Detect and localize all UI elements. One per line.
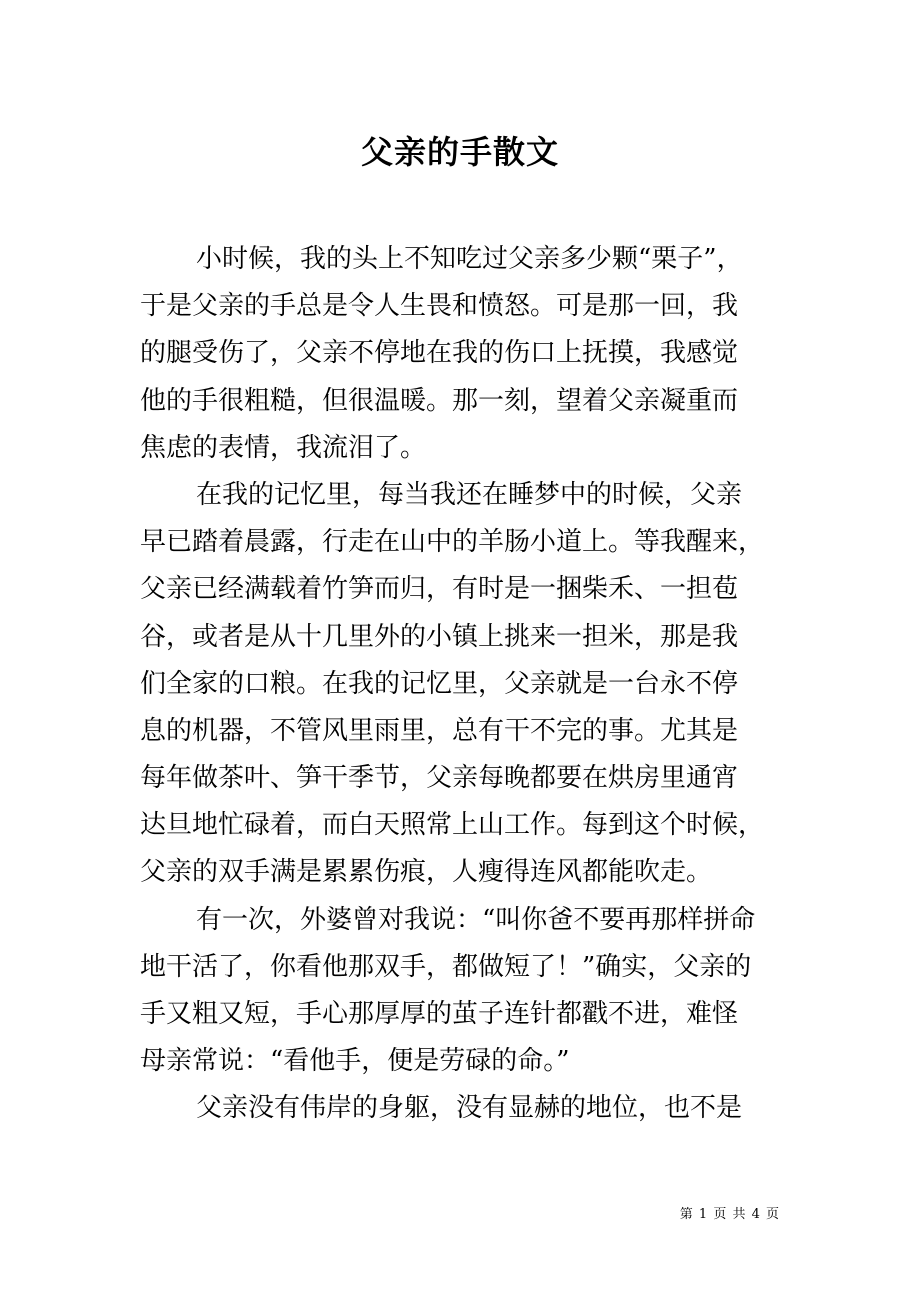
document-title: 父亲的手散文 — [360, 133, 559, 171]
text-line: 谷，或者是从十几里外的小镇上挑来一担米，那是我 — [140, 621, 739, 652]
text-line: 在我的记忆里，每当我还在睡梦中的时候，父亲 — [196, 479, 743, 510]
text-line: 达旦地忙碌着，而白天照常上山工作。每到这个时候， — [140, 810, 765, 841]
text-line: 手又粗又短，手心那厚厚的茧子连针都戳不进，难怪 — [140, 999, 739, 1029]
text-line: 焦虑的表情，我流泪了。 — [140, 432, 427, 463]
text-line: 早已踏着晨露，行走在山中的羊肠小道上。等我醒来， — [140, 527, 765, 558]
text-line: 每年做茶叶、笋干季节，父亲每晚都要在烘房里通宵 — [140, 763, 739, 794]
text-line: 地干活了，你看他那双手，都做短了！”确实，父亲的 — [140, 951, 752, 982]
text-line: 的腿受伤了，父亲不停地在我的伤口上抚摸，我感觉 — [140, 338, 739, 369]
text-line: 们全家的口粮。在我的记忆里，父亲就是一台永不停 — [140, 668, 739, 699]
text-line: 有一次，外婆曾对我说：“叫你爸不要再那样拼命 — [196, 904, 756, 935]
text-line: 小时候，我的头上不知吃过父亲多少颗“栗子”， — [196, 244, 743, 274]
text-line: 他的手很粗糙，但很温暖。那一刻，望着父亲凝重而 — [140, 385, 739, 416]
text-line: 父亲没有伟岸的身躯，没有显赫的地位，也不是 — [196, 1093, 743, 1124]
text-line: 母亲常说：“看他手，便是劳碌的命。” — [140, 1046, 570, 1077]
text-line: 父亲的双手满是累累伤痕，人瘦得连风都能吹走。 — [140, 857, 713, 888]
text-line: 于是父亲的手总是令人生畏和愤怒。可是那一回，我 — [140, 291, 739, 322]
document-body — [140, 236, 800, 1133]
page-number-footer: 第 1 页 共 4 页 — [679, 1207, 780, 1222]
text-line: 息的机器，不管风里雨里，总有干不完的事。尤其是 — [140, 715, 739, 746]
text-line: 父亲已经满载着竹笋而归，有时是一捆柴禾、一担苞 — [140, 574, 739, 605]
